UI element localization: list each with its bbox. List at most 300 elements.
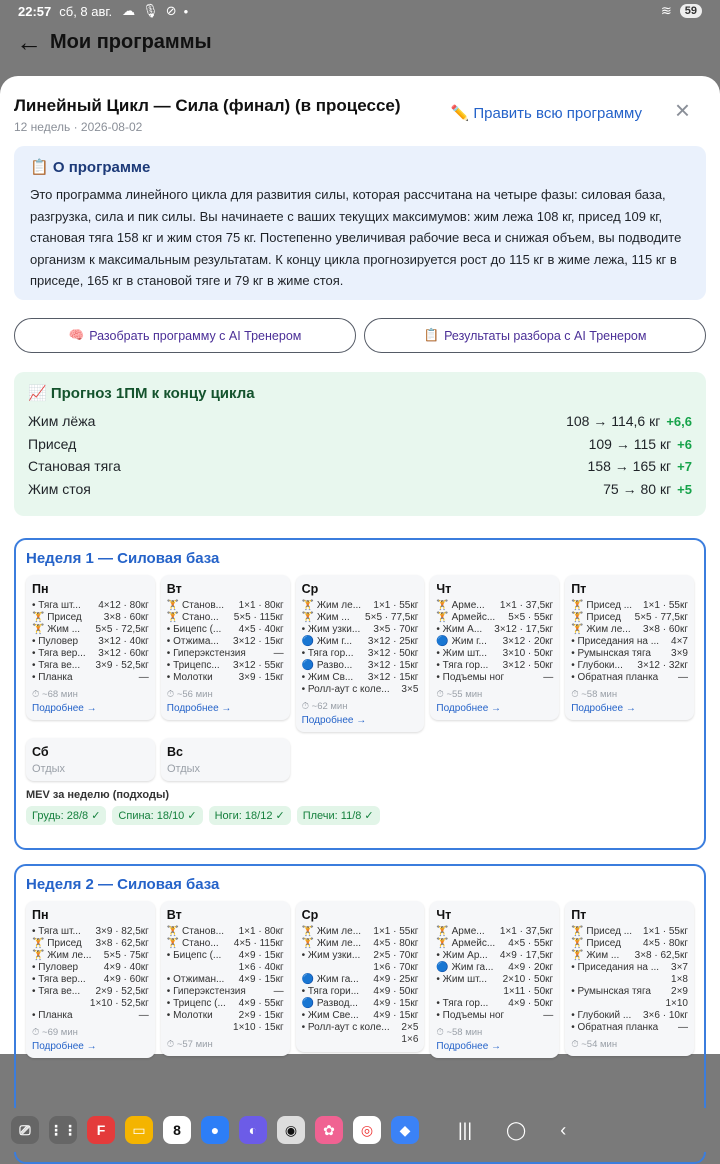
day-details-link[interactable]: Подробнее → xyxy=(436,703,502,714)
exercise-row xyxy=(436,926,553,938)
day-details-link[interactable]: Подробнее → xyxy=(436,1041,502,1052)
exercise-row xyxy=(302,986,419,998)
day-card[interactable] xyxy=(26,575,155,720)
exercise-sets: 3×12 · 17,5кг xyxy=(494,624,554,635)
day-details-link[interactable]: Подробнее → xyxy=(301,715,367,726)
assistant-icon[interactable]: ⎚ xyxy=(11,1116,39,1144)
exercise-name: 🏋 Присед xyxy=(32,612,82,623)
results-label: Результаты разбора с AI Тренером xyxy=(444,328,647,343)
exercise-name: • Жим А... xyxy=(436,624,483,635)
week-card xyxy=(14,538,706,850)
exercise-sets: 4×9 · 17,5кг xyxy=(499,950,554,961)
exercise-row xyxy=(32,926,149,938)
ai-results-button[interactable] xyxy=(364,318,706,353)
ai-buttons xyxy=(14,318,706,353)
exercise-sets: 1×10 xyxy=(665,998,688,1009)
exercise-sets: — xyxy=(677,1022,688,1033)
exercise-sets: 4×9 · 25кг xyxy=(373,974,419,985)
exercise-row xyxy=(167,998,284,1010)
exercise-name: • Отжима... xyxy=(166,636,219,647)
program-title: Линейный Цикл — Сила (финал) (в процессе) xyxy=(14,96,401,115)
exercise-row xyxy=(436,672,553,684)
exercise-sets: — xyxy=(138,1010,149,1021)
exercise-row xyxy=(436,950,553,962)
exercise-sets: 3×12 · 32кг xyxy=(637,660,688,671)
exercise-sets: 2×10 · 50кг xyxy=(502,974,554,985)
about-title-text: О программе xyxy=(52,159,151,176)
exercise-row xyxy=(302,648,419,660)
exercise-name: • Обратная планка xyxy=(571,672,659,683)
exercise-name: • Румынская тяга xyxy=(571,986,651,997)
exercise-sets: 1×1 · 55кг xyxy=(373,600,419,611)
exercise-row xyxy=(167,1022,284,1034)
exercise-name: 🔵 Жим га... xyxy=(301,974,359,985)
exercise-name: • Планка xyxy=(32,672,73,683)
exercise-name: 🔵 Разво... xyxy=(301,660,353,671)
exercise-sets: 3×12 · 40кг xyxy=(98,636,149,647)
exercise-sets: 1×10 · 52,5кг xyxy=(89,998,149,1009)
forecast-exercise: Жим лёжа xyxy=(28,413,96,430)
exercise-sets: 4×7 xyxy=(671,636,688,647)
rest-label: Отдых xyxy=(167,763,201,775)
exercise-sets: — xyxy=(543,672,554,683)
exercise-row xyxy=(302,1010,419,1022)
exercise-row xyxy=(167,926,284,938)
exercise-sets: 4×9 · 20кг xyxy=(508,962,554,973)
exercise-sets: 3×9 · 82,5кг xyxy=(95,926,149,937)
exercise-sets: 4×9 · 15кг xyxy=(373,998,419,1009)
exercise-sets: 3×5 · 70кг xyxy=(373,624,419,635)
status-bar xyxy=(0,0,720,22)
exercise-row xyxy=(167,648,284,660)
exercise-sets: 4×9 · 55кг xyxy=(238,998,284,1009)
exercise-sets: 1×10 · 15кг xyxy=(233,1022,284,1033)
forecast-exercise: Жим стоя xyxy=(28,480,91,497)
analyze-with-ai-button[interactable] xyxy=(14,318,356,353)
exercise-sets: 3×10 · 50кг xyxy=(502,648,554,659)
exercise-row xyxy=(167,660,284,672)
exercise-sets: 3×12 · 60кг xyxy=(98,648,149,659)
day-card[interactable] xyxy=(430,575,559,720)
day-card[interactable] xyxy=(565,901,694,1056)
exercise-sets: 4×9 · 60кг xyxy=(103,974,149,985)
day-name: Ср xyxy=(301,908,319,922)
exercise-row xyxy=(571,998,688,1010)
exercise-sets: — xyxy=(273,986,284,997)
exercise-row xyxy=(436,660,553,672)
about-text: Это программа линейного цикла для развития силы, которая рассчитана на четыре фазы: силовая база, разгрузка, сила и пик силы. Вы начинаете с ваших текущих максимумов: жим лежа 108 кг, присед 109 кг, становая тяга 158 кг и жим стоя 75 кг. Постепенно увеличивая рабочие веса и снижая объем, вы подводите организм к максимальным результатам. К концу цикла прогнозируется рост до 115 кг в жиме лежа, 115 кг в приседе, 165 кг в становой тяге и 79 кг в жиме стоя. xyxy=(30,187,682,288)
exercise-row xyxy=(571,1022,688,1034)
exercise-name: 🏋 Арме... xyxy=(436,600,485,611)
about-section xyxy=(14,146,706,300)
exercise-sets: 4×9 · 15кг xyxy=(373,1010,419,1021)
exercise-name: 🏋 Присед xyxy=(571,938,621,949)
exercise-row xyxy=(32,648,149,660)
exercise-name: • Бицепс (... xyxy=(166,624,222,635)
browser-app-icon[interactable]: ◐ xyxy=(239,1116,267,1144)
forecast-value: 75 → 80 кг xyxy=(603,480,672,497)
exercise-row xyxy=(302,974,419,986)
exercise-row xyxy=(436,624,553,636)
exercise-sets: 4×9 · 15кг xyxy=(238,950,284,961)
exercise-name: • Жим Све... xyxy=(301,1010,359,1021)
exercise-row xyxy=(302,1034,419,1046)
back-arrow-icon[interactable]: ← xyxy=(16,26,42,57)
exercise-sets: 1×1 · 80кг xyxy=(238,926,284,937)
files-app-icon[interactable]: ▭ xyxy=(125,1116,153,1144)
day-duration: ⏱ ~69 мин xyxy=(32,1027,78,1038)
exercise-row xyxy=(302,950,419,962)
app-drawer-icon[interactable]: ⋮⋮ xyxy=(49,1116,77,1144)
forecast-row xyxy=(28,478,692,501)
exercise-row xyxy=(571,600,688,612)
day-duration: ⏱ ~68 мин xyxy=(32,689,78,700)
program-subtitle: 12 недель · 2026-08-02 xyxy=(14,120,143,134)
exercise-row xyxy=(571,938,688,950)
exercise-row xyxy=(436,998,553,1010)
exercise-row xyxy=(436,938,553,950)
exercise-row xyxy=(32,660,149,672)
day-card[interactable] xyxy=(565,575,694,720)
exercise-name: • Трицепс (... xyxy=(166,998,226,1009)
exercise-name: • Подъемы ног xyxy=(436,672,505,683)
forecast-delta: +6,6 xyxy=(666,414,692,430)
exercise-row xyxy=(436,648,553,660)
exercise-sets: 5×5 · 75кг xyxy=(103,950,149,961)
analyze-label: Разобрать программу с AI Тренером xyxy=(89,328,302,343)
notification-icons xyxy=(122,3,188,19)
exercise-sets: 3×12 · 25кг xyxy=(367,636,419,647)
navigation-bar xyxy=(0,1108,720,1152)
exercise-name: • Обратная планка xyxy=(571,1022,659,1033)
exercise-sets: 5×5 · 115кг xyxy=(233,612,284,623)
day-card[interactable] xyxy=(296,901,425,1052)
day-card[interactable] xyxy=(161,901,290,1056)
forecast-exercise: Присед xyxy=(28,435,77,452)
exercise-name: • Жим Св... xyxy=(301,672,354,683)
recents-icon[interactable]: ||| xyxy=(458,1119,473,1140)
day-details-link[interactable]: Подробнее → xyxy=(166,703,232,714)
exercise-sets: 3×12 · 50кг xyxy=(367,648,419,659)
exercise-name: • Жим узки... xyxy=(301,950,361,961)
gallery-app-icon[interactable]: ✿ xyxy=(315,1116,343,1144)
app-header xyxy=(0,22,720,62)
exercise-row xyxy=(32,672,149,684)
exercise-row xyxy=(32,938,149,950)
exercise-row xyxy=(302,672,419,684)
exercise-name: • Тяга гор... xyxy=(436,998,489,1009)
flipboard-app-icon[interactable]: F xyxy=(87,1116,115,1144)
exercise-row xyxy=(167,938,284,950)
forecast-delta: +6 xyxy=(677,436,692,452)
exercise-name: 🏋 Жим ле... xyxy=(571,624,631,635)
exercise-name: 🏋 Жим ле... xyxy=(301,600,362,611)
exercise-sets: 1×6 xyxy=(401,1034,419,1045)
exercise-sets: 4×12 · 80кг xyxy=(98,600,149,611)
exercise-name: 🏋 Арме... xyxy=(436,926,485,937)
program-modal xyxy=(0,76,720,1054)
exercise-sets: 4×5 · 80кг xyxy=(373,938,419,949)
no-notifications-icon: ⊘ xyxy=(165,3,177,18)
exercise-sets: 1×1 · 37,5кг xyxy=(499,600,554,611)
exercise-name: 🔵 Жим г... xyxy=(301,636,353,647)
exercise-name: • Планка xyxy=(32,1010,73,1021)
modal-header xyxy=(0,76,720,146)
exercise-sets: 2×9 · 15кг xyxy=(238,1010,284,1021)
day-details-link[interactable]: Подробнее → xyxy=(32,703,97,714)
exercise-row xyxy=(302,636,419,648)
mev-title: MEV за неделю (подходы) xyxy=(26,789,170,801)
exercise-row xyxy=(302,612,419,624)
exercise-name: 🏋 Жим ... xyxy=(571,950,620,961)
exercise-name: • Жим Ар... xyxy=(436,950,488,961)
exercise-sets: 2×9 xyxy=(671,986,688,997)
exercise-row xyxy=(32,636,149,648)
exercise-sets: 2×5 xyxy=(401,1022,419,1033)
exercise-name: 🏋 Стано... xyxy=(166,938,219,949)
exercise-name: 🏋 Станов... xyxy=(166,600,225,611)
exercise-name: • Отжиман... xyxy=(166,974,225,985)
exercise-row xyxy=(436,986,553,998)
exercise-sets: 5×5 · 55кг xyxy=(508,612,554,623)
exercise-row xyxy=(571,672,688,684)
week-title: Неделя 2 — Силовая база xyxy=(26,876,220,893)
exercise-row xyxy=(302,600,419,612)
day-card[interactable] xyxy=(430,901,559,1058)
exercise-sets: 1×11 · 50кг xyxy=(503,986,554,997)
day-card[interactable] xyxy=(26,901,155,1058)
status-time: 22:57 xyxy=(18,3,52,19)
day-name: Чт xyxy=(436,582,452,596)
page-title: Мои программы xyxy=(50,30,212,53)
day-duration: ⏱ ~55 мин xyxy=(436,689,483,700)
exercise-row xyxy=(571,624,688,636)
exercise-name: 🏋 Жим ... xyxy=(301,612,350,623)
exercise-row xyxy=(167,636,284,648)
exercise-name: • Жим шт... xyxy=(436,974,487,985)
day-name: Вс xyxy=(167,745,183,759)
exercise-name: 🏋 Присед xyxy=(32,938,82,949)
exercise-name: • Тяга вер... xyxy=(32,648,86,659)
exercise-name: 🏋 Жим ле... xyxy=(32,950,92,961)
tasks-app-icon[interactable]: ◆ xyxy=(391,1116,419,1144)
exercise-name: • Молотки xyxy=(166,1010,213,1021)
forecast-value: 158 → 165 кг xyxy=(587,458,672,475)
exercise-name: • Пуловер xyxy=(32,962,79,973)
exercise-name: • Тяга шт... xyxy=(32,926,81,937)
exercise-row xyxy=(571,950,688,962)
exercise-row xyxy=(167,600,284,612)
exercise-name: • Ролл-аут с коле... xyxy=(301,684,390,695)
exercise-sets: 3×8 · 62,5кг xyxy=(95,938,149,949)
exercise-row xyxy=(571,974,688,986)
day-name: Пн xyxy=(32,908,49,922)
exercise-name: • Подъемы ног xyxy=(436,1010,505,1021)
home-icon[interactable]: ◯ xyxy=(506,1119,527,1140)
exercise-name: • Приседания на ... xyxy=(571,962,660,973)
exercise-sets: 4×5 · 40кг xyxy=(238,624,284,635)
exercise-row xyxy=(32,612,149,624)
day-name: Вт xyxy=(166,908,182,922)
exercise-name: • Тяга гори... xyxy=(301,986,360,997)
rest-day-card xyxy=(26,738,155,781)
forecast-section xyxy=(14,372,706,516)
forecast-row xyxy=(28,410,692,433)
exercise-name: • Тяга гор... xyxy=(436,660,489,671)
exercise-name: 🏋 Армейс... xyxy=(436,938,496,949)
exercise-sets: 4×9 · 50кг xyxy=(508,998,554,1009)
about-title xyxy=(30,158,690,176)
exercise-sets: 3×6 · 10кг xyxy=(642,1010,688,1021)
exercise-sets: 4×5 · 115кг xyxy=(233,938,284,949)
exercise-row xyxy=(302,998,419,1010)
exercise-sets: 4×9 · 50кг xyxy=(373,986,419,997)
exercise-name: 🏋 Присед ... xyxy=(571,926,633,937)
exercise-name: • Молотки xyxy=(166,672,213,683)
exercise-sets: — xyxy=(138,672,149,683)
exercise-sets: 3×8 · 62,5кг xyxy=(634,950,688,961)
exercise-sets: — xyxy=(273,648,284,659)
exercise-row xyxy=(571,986,688,998)
close-button[interactable]: × xyxy=(674,95,690,125)
week-days xyxy=(26,901,694,1058)
calendar-app-icon[interactable]: 8 xyxy=(163,1116,191,1144)
messages-app-icon[interactable]: ● xyxy=(201,1116,229,1144)
exercise-name: 🏋 Стано... xyxy=(166,612,219,623)
exercise-sets: 3×12 · 50кг xyxy=(502,660,554,671)
exercise-name: • Тяга вер... xyxy=(32,974,86,985)
exercise-name: • Тяга ве... xyxy=(32,986,81,997)
exercise-sets: 3×12 · 15кг xyxy=(367,672,419,683)
forecast-delta: +5 xyxy=(677,481,692,497)
exercise-row xyxy=(32,600,149,612)
exercise-name: 🔵 Развод... xyxy=(301,998,358,1009)
exercise-sets: 2×5 · 70кг xyxy=(373,950,419,961)
edit-program-button[interactable] xyxy=(451,104,642,122)
exercise-row xyxy=(436,636,553,648)
forecast-value: 109 → 115 кг xyxy=(588,435,672,452)
day-details-link[interactable]: Подробнее → xyxy=(32,1041,97,1052)
exercise-sets: 1×1 · 55кг xyxy=(373,926,419,937)
exercise-name: • Тяга шт... xyxy=(32,600,81,611)
exercise-row xyxy=(571,926,688,938)
chart-up-icon: 📈 xyxy=(28,385,47,402)
exercise-name: 🔵 Жим г... xyxy=(436,636,487,647)
exercise-sets: 1×1 · 80кг xyxy=(238,600,284,611)
dot-icon: • xyxy=(183,3,189,19)
exercise-sets: 5×5 · 72,5кг xyxy=(95,624,149,635)
exercise-row xyxy=(302,962,419,974)
exercise-row xyxy=(167,624,284,636)
day-details-link[interactable]: Подробнее → xyxy=(571,703,636,714)
exercise-row xyxy=(167,950,284,962)
forecast-delta: +7 xyxy=(677,459,692,475)
day-card[interactable] xyxy=(296,575,425,732)
day-name: Чт xyxy=(436,908,452,922)
day-name: Вт xyxy=(166,582,182,596)
exercise-sets: 3×9 · 15кг xyxy=(238,672,284,683)
exercise-row xyxy=(167,1010,284,1022)
exercise-sets: 5×5 · 77,5кг xyxy=(365,612,419,623)
exercise-sets: 3×12 · 55кг xyxy=(233,660,284,671)
day-name: Ср xyxy=(301,582,319,596)
exercise-sets: 3×7 xyxy=(671,962,688,973)
exercise-row xyxy=(167,612,284,624)
exercise-sets: 4×9 · 40кг xyxy=(103,962,149,973)
week-title: Неделя 1 — Силовая база xyxy=(26,550,220,567)
exercise-sets: 5×5 · 77,5кг xyxy=(634,612,688,623)
exercise-row xyxy=(571,612,688,624)
exercise-row xyxy=(302,926,419,938)
exercise-sets: — xyxy=(543,1010,554,1021)
mev-chip: Спина: 18/10 ✓ xyxy=(112,806,202,825)
day-duration: ⏱ ~58 мин xyxy=(436,1027,483,1038)
exercise-name: 🏋 Присед ... xyxy=(571,600,633,611)
day-name: Сб xyxy=(32,745,49,759)
clipboard-icon: 📋 xyxy=(423,328,440,342)
exercise-name: • Румынская тяга xyxy=(571,648,651,659)
clipboard-icon: 📋 xyxy=(30,159,49,176)
exercise-name: • Пуловер xyxy=(32,636,79,647)
forecast-exercise: Становая тяга xyxy=(28,458,121,475)
forecast-values xyxy=(589,436,692,452)
exercise-sets: 1×1 · 55кг xyxy=(642,926,688,937)
rest-days xyxy=(26,738,694,781)
exercise-name: 🏋 Жим ле... xyxy=(301,926,362,937)
back-icon[interactable]: ‹ xyxy=(560,1119,567,1140)
day-name: Пт xyxy=(571,908,587,922)
exercise-sets: 3×12 · 15кг xyxy=(367,660,419,671)
exercise-row xyxy=(167,974,284,986)
exercise-row xyxy=(436,612,553,624)
exercise-name: • Ролл-аут с коле... xyxy=(301,1022,390,1033)
exercise-row xyxy=(32,1010,149,1022)
week-days xyxy=(26,575,694,732)
exercise-sets: 4×5 · 55кг xyxy=(508,938,554,949)
exercise-sets: 3×8 · 60кг xyxy=(103,612,149,623)
wifi-icon: ≋ xyxy=(660,3,672,18)
exercise-name: 🏋 Станов... xyxy=(166,926,225,937)
day-name: Пн xyxy=(32,582,49,596)
exercise-name: • Глубоки... xyxy=(571,660,623,671)
status-date: сб, 8 авг. xyxy=(59,3,113,19)
day-duration: ⏱ ~62 мин xyxy=(301,701,348,712)
forecast-title-text: Прогноз 1ПМ к концу цикла xyxy=(50,385,255,402)
exercise-row xyxy=(32,950,149,962)
exercise-name: • Глубокий ... xyxy=(571,1010,632,1021)
exercise-row xyxy=(302,684,419,696)
exercise-name: • Тяга ве... xyxy=(32,660,81,671)
day-card[interactable] xyxy=(161,575,290,720)
pencil-icon: ✏️ xyxy=(450,105,470,122)
day-duration: ⏱ ~57 мин xyxy=(166,1039,213,1050)
exercise-sets: 1×6 · 70кг xyxy=(373,962,419,973)
exercise-row xyxy=(302,938,419,950)
exercise-sets: 1×8 xyxy=(671,974,688,985)
exercise-row xyxy=(571,636,688,648)
camera-app-icon[interactable]: ◉ xyxy=(277,1116,305,1144)
mev-chips xyxy=(26,806,694,825)
forecast-values xyxy=(566,413,692,429)
mic-icon: 🎙 xyxy=(142,3,159,18)
forecast-title xyxy=(28,384,692,402)
chrome-app-icon[interactable]: ◎ xyxy=(353,1116,381,1144)
brain-icon: 🧠 xyxy=(68,328,85,342)
forecast-value: 108 → 114,6 кг xyxy=(566,413,661,430)
exercise-name: • Бицепс (... xyxy=(166,950,222,961)
exercise-row xyxy=(167,986,284,998)
exercise-sets: 3×9 xyxy=(671,648,688,659)
